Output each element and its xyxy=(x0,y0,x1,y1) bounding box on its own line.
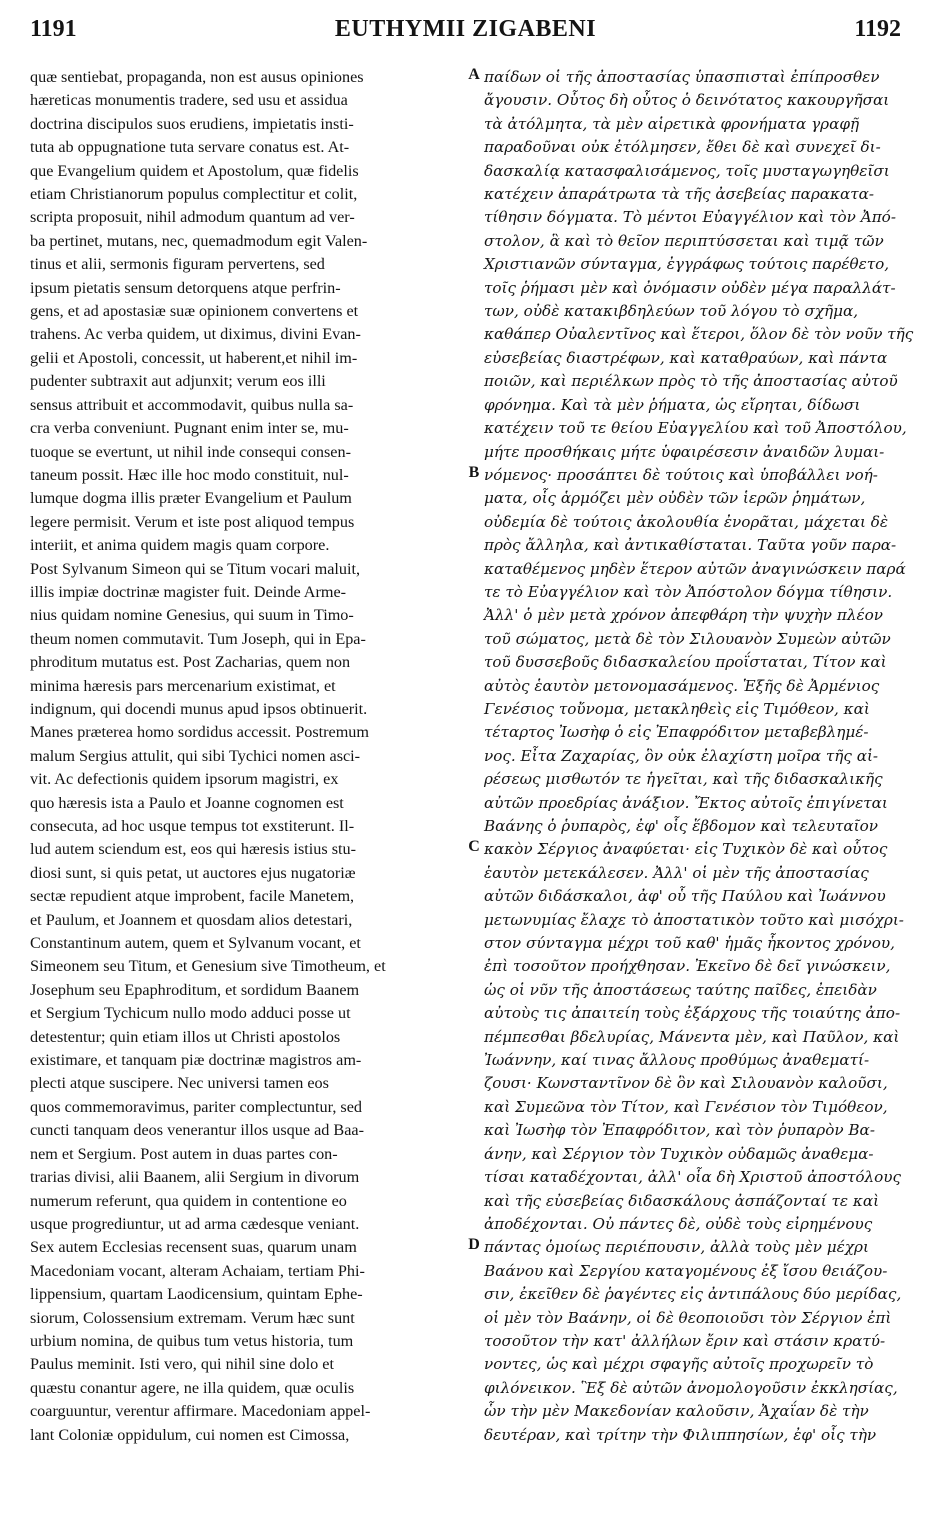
latin-text-line: gens, et ad apostasiæ suæ opinionem convertens et xyxy=(30,302,359,321)
latin-text-line: plecti atque suscipere. Nec universi tamen eos xyxy=(30,1074,329,1093)
latin-text-line: numerum referunt, qua quidem in contentione eo xyxy=(30,1191,347,1210)
latin-text-line: phroditum mutatus est. Post Zacharias, quem non xyxy=(30,653,351,672)
latin-text-line: coarguuntur, verentur affirmare. Macedoniam appel- xyxy=(30,1402,371,1421)
greek-text-line: αὐτῶν διδάσκαλοι, ἀφ' οὗ τῆς Παύλου καὶ Ἰωάννου xyxy=(484,887,886,906)
greek-text-line: τέταρτος Ἰωσὴφ ὁ εἰς Ἐπαφρόδιτον μεταβεβλημέ- xyxy=(484,723,869,742)
greek-text-line: τοῦ δυσσεβοῦς διδασκαλείου προΐσταται, Τίτον καὶ xyxy=(484,653,887,672)
latin-text-line: Sex autem Ecclesias recensent suas, quarum unam xyxy=(30,1238,357,1257)
latin-text-line: siorum, Colossensium extremam. Verum hæc sunt xyxy=(30,1308,355,1327)
latin-text-line: cuncti tanquam deos venerantur illos usque ad Baa- xyxy=(30,1121,364,1140)
latin-text-line: Macedoniam vocant, alteram Achaiam, tertiam Phi- xyxy=(30,1261,365,1280)
latin-text-line: nem et Sergium. Post autem in duas partes con- xyxy=(30,1144,338,1163)
greek-text-line: ἀποδέχονται. Οὐ πάντες δὲ, οὐδὲ τοὺς εἰρημένους xyxy=(484,1214,873,1233)
latin-text-line: tinus et alii, sermonis figuram pervertens, sed xyxy=(30,255,325,274)
latin-text-line: tuoque se evertunt, ut nihil inde consequi consen- xyxy=(30,442,351,461)
latin-text-line: interiit, et anima quidem magis quam corpore. xyxy=(30,536,330,555)
greek-text-line: αὐτὸς ἑαυτὸν μετονομασάμενος. Ἑξῆς δὲ Ἀρμένιος xyxy=(484,676,880,695)
latin-text-line: Post Sylvanum Simeon qui se Titum vocari maluit, xyxy=(30,559,361,578)
greek-text-line: Βαάνης ὁ ῥυπαρὸς, ἐφ' οἷς ἕβδομον καὶ τελευταῖον xyxy=(484,817,878,835)
latin-text-line: quo hæresis ista a Paulo et Joanne cognomen est xyxy=(30,793,344,812)
latin-text-line: cra verba conveniunt. Pugnant enim inter se, mu- xyxy=(30,419,349,438)
greek-text-line: ἑαυτὸν μετεκάλεσεν. Ἀλλ' οἱ μὲν τῆς ἀποστασίας xyxy=(484,863,869,882)
greek-text-line: οἱ μὲν τὸν Βαάνην, οἱ δὲ θεοποιοῦσι τὸν Σέργιον ἐπὶ xyxy=(484,1308,892,1327)
greek-text-line: των, οὐδὲ κατακιβδηλεύων τοῦ λόγου τὸ σχῆμα, xyxy=(484,302,859,321)
latin-text-line: lumque dogma illis præter Evangelium et Paulum xyxy=(30,489,352,508)
greek-text-line: τοσοῦτον τὴν κατ' ἀλλήλων ἔριν καὶ στάσιν κρατύ- xyxy=(484,1331,886,1350)
greek-text-line: σιν, ἐκεῖθεν δὲ ῥαγέντες εἰς ἀντιπάλους δύο μερίδας, xyxy=(484,1285,902,1304)
greek-text-line: νοντες, ὡς καὶ μέχρι σφαγῆς αὐτοῖς προχωρεῖν τὸ xyxy=(484,1355,874,1374)
greek-text-line: τίσαι καταδέχονται, ἀλλ' οἷα δὴ Χριστοῦ ἀποστόλους xyxy=(484,1168,902,1187)
latin-text-line: gelii et Apostoli, concessit, ut haberent,et nihil im- xyxy=(30,348,358,367)
greek-text-line: νος. Εἶτα Ζαχαρίας, ὃν οὐκ ἐλαχίστη μοῖρα τῆς αἱ- xyxy=(484,746,879,765)
latin-text-line: Manes præterea homo sordidus accessit. Postremum xyxy=(30,723,369,742)
greek-text-line: καὶ τῆς εὐσεβείας διδασκάλους ἀσπάζονταί τε καὶ xyxy=(484,1191,880,1210)
greek-text-line: άνην, καὶ Σέργιον τὸν Τυχικὸν οὐδαμῶς ἀναθεμα- xyxy=(484,1144,874,1163)
greek-text-line: μήτε προσθήκαις μήτε ὑφαιρέσεσιν ἀναιδῶν λυμαι- xyxy=(484,442,885,461)
greek-text-line: κατέχειν τοῦ τε θείου Εὐαγγελίου καὶ τοῦ Ἀποστόλου, xyxy=(484,419,907,438)
greek-text-line: Βαάνου καὶ Σεργίου καταγομένους ἐξ ἴσου θειάζου- xyxy=(484,1261,888,1280)
greek-text-line: καταθέμενος μηδὲν ἕτερον αὐτῶν ἀναγινώσκειν παρά xyxy=(484,559,906,578)
greek-text-line: μετωνυμίας ἔλαχε τὸ ἀποστατικὸν τοῦτο καὶ μισόχρι- xyxy=(484,910,904,929)
greek-text-line: Ἰωάννην, καί τινας ἄλλους προθύμως ἀναθεματί- xyxy=(484,1051,870,1070)
latin-text-line: pudenter subtraxit aut adjunxit; verum eos illi xyxy=(30,372,326,391)
section-marker: C xyxy=(468,838,480,856)
latin-text-line: taneum possit. Hæc ille hoc modo constituit, nul- xyxy=(30,465,349,484)
latin-text-line: lippensium, quartam Laodicensium, quintam Ephe- xyxy=(30,1285,363,1304)
latin-text-line: Josephum seu Epaphroditum, et sordidum Baanem xyxy=(30,980,360,999)
page-number-right: 1192 xyxy=(854,16,901,42)
latin-text-line: illis impiæ doctrinæ magister fuit. Deinde Arme- xyxy=(30,582,347,601)
greek-text-line: ὧν τὴν μὲν Μακεδονίαν καλοῦσιν, Ἀχαΐαν δὲ τὴν xyxy=(484,1402,869,1421)
latin-text-line: indignum, qui docendi munus apud ipsos obtinuerit. xyxy=(30,699,368,718)
greek-text-line: φιλόνεικον. Ἓξ δὲ αὐτῶν ἀνομολογοῦσιν ἐκκλησίας, xyxy=(484,1378,898,1397)
latin-text-line: minima hæresis pars mercenarium existimat, et xyxy=(30,676,336,695)
latin-text-line: Simeonem seu Titum, et Genesium sive Timotheum, et xyxy=(30,957,386,976)
latin-text-line: trahens. Ac verba quidem, ut diximus, divini Evan- xyxy=(30,325,361,344)
latin-text-line: existimare, et tanquam piæ doctrinæ magistros am- xyxy=(30,1051,362,1070)
greek-text-line: αὐτοὺς τις ἀπαιτείη τοὺς ἐξάρχους τῆς τοιαύτης ἀπο- xyxy=(484,1004,901,1023)
latin-text-line: nius quidam nomine Genesius, qui suum in Timo- xyxy=(30,606,354,625)
latin-text-line: legere permisit. Verum et iste post aliquod tempus xyxy=(30,512,355,531)
greek-text-line: πάντας ὁμοίως περιέπουσιν, ἀλλὰ τοὺς μὲν μέχρι xyxy=(484,1238,869,1257)
greek-text-line: φρόνημα. Καὶ τὰ μὲν ῥήματα, ὡς εἴρηται, δίδωσι xyxy=(484,395,861,414)
latin-text-line: sensus attribuit et accommodavit, quibus nulla sa- xyxy=(30,395,354,414)
latin-text-line: tuta ab oppugnatione tuta servare conatus est. At- xyxy=(30,138,350,157)
latin-text-line: Constantinum autem, quem et Sylvanum vocant, et xyxy=(30,934,361,953)
greek-text-line: δευτέραν, καὶ τρίτην τὴν Φιλιππησίων, ἐφ' οἷς τὴν xyxy=(484,1425,877,1444)
latin-text-line: ba pertinet, mutans, nec, quemadmodum egit Valen- xyxy=(30,231,368,250)
latin-text-line: quæstu conantur agere, ne illa quidem, quæ oculis xyxy=(30,1378,355,1397)
running-title: EUTHYMII ZIGABENI xyxy=(334,16,597,42)
greek-text-line: ἐπὶ τοσοῦτον προήχθησαν. Ἐκεῖνο δὲ δεῖ γινώσκειν, xyxy=(484,957,891,976)
greek-text-line: παίδων οἱ τῆς ἀποστασίας ὑπασπισταὶ ἐπίπροσθεν xyxy=(484,68,880,86)
greek-text-line: τοῖς ῥήμασι μὲν καὶ ὀνόμασιν οὐδὲν μέγα παραλλάτ- xyxy=(484,278,896,297)
greek-text-line: στολον, ἃ καὶ τὸ θεῖον περιπτύσσεται καὶ τιμᾷ τῶν xyxy=(484,231,884,250)
latin-text-line: Paulus meminit. Isti vero, qui nihil sine dolo et xyxy=(30,1355,334,1374)
greek-text-line: Χριστιανῶν σύνταγμα, ἐγγράφως τούτοις παρέθετο, xyxy=(484,255,890,274)
greek-text-line: ρέσεως μισθωτόν τε ἡγεῖται, καὶ τῆς διδασκαλικῆς xyxy=(484,770,883,789)
latin-text-line: consecuta, ad hoc usque tempus tot exstiterunt. Il- xyxy=(30,817,355,835)
latin-text-line: lant Coloniæ oppidulum, cui nomen est Cimossa, xyxy=(30,1425,350,1444)
greek-text-line: πρὸς ἄλληλα, καὶ ἀντικαθίσταται. Ταῦτα γοῦν παρα- xyxy=(484,536,897,555)
greek-text-line: Ἀλλ' ὁ μὲν μετὰ χρόνον ἀπεφθάρη τὴν ψυχὴν πλέον xyxy=(484,606,883,625)
greek-text-line: ποιῶν, καὶ περιέλκων πρὸς τὸ τῆς ἀποστασίας αὐτοῦ xyxy=(484,372,898,391)
greek-text-line: κατέχειν ἀπαράτρωτα τὰ τῆς ἀσεβείας παρακατα- xyxy=(484,185,875,204)
page-number-left: 1191 xyxy=(30,16,77,42)
greek-text-line: ἄγουσιν. Οὗτος δὴ οὗτος ὁ δεινότατος κακουργῆσαι xyxy=(484,91,890,110)
latin-text-line: detestentur; quin etiam illos ut Christi apostolos xyxy=(30,1027,341,1046)
latin-text-line: que Evangelium quidem et Apostolum, quæ fidelis xyxy=(30,161,359,180)
greek-text-line: τὰ ἀτόλμητα, τὰ μὲν αἱρετικὰ φρονήματα γραφῇ xyxy=(484,114,860,133)
greek-text-line: καὶ Ἰωσὴφ τὸν Ἐπαφρόδιτον, καὶ τὸν ῥυπαρὸν Βα- xyxy=(484,1121,875,1140)
latin-text-line: sectæ repudient atque improbent, facile Manetem, xyxy=(30,887,355,906)
latin-text-line: etiam Christianorum populus complectitur et colit, xyxy=(30,185,358,204)
greek-text-line: εὐσεβείας διαστρέφων, καὶ καταθραύων, καὶ πάντα xyxy=(484,348,888,367)
greek-text-line: οὐδεμία δὲ τούτοις ἀκολουθία ἐνορᾶται, μάχεται δὲ xyxy=(484,512,889,531)
greek-text-line: ματα, οἷς ἁρμόζει μὲν οὐδὲν τῶν ἱερῶν ῥημάτων, xyxy=(484,489,866,508)
latin-text-line: ipsum pietatis sensum detorquens atque perfrin- xyxy=(30,278,341,297)
latin-text-line: hæreticas monumentis tradere, sed usu et assidua xyxy=(30,91,348,110)
latin-text-line: usque progrediuntur, ut ad arma cædesque veniant. xyxy=(30,1214,360,1233)
latin-text-line: doctrina discipulos suos erudiens, impietatis insti- xyxy=(30,114,354,133)
latin-text-line: quæ sentiebat, propaganda, non est ausus opiniones xyxy=(30,68,364,86)
page-header xyxy=(30,16,901,50)
latin-text-line: malum Sergius attulit, qui sibi Tychici nomen asci- xyxy=(30,746,361,765)
greek-text-line: ὡς οἱ νῦν τῆς ἀποστάσεως ταύτης παῖδες, ἐπειδὰν xyxy=(484,980,877,999)
greek-column xyxy=(484,66,914,1447)
latin-text-line: theum nomen commutavit. Tum Joseph, qui in Epa- xyxy=(30,629,366,648)
section-marker: B xyxy=(468,463,480,481)
greek-text-line: πέμπεσθαι βδελυρίας, Μάνεντα μὲν, καὶ Παῦλον, καὶ xyxy=(484,1027,900,1046)
greek-text-line: στον σύνταγμα μέχρι τοῦ καθ' ἡμᾶς ἧκοντος χρόνου, xyxy=(484,934,895,953)
latin-text-line: diosi sunt, si quis petat, ut auctores ejus nugatoriæ xyxy=(30,863,356,882)
latin-text-line: quos commemoravimus, pariter complectuntur, sed xyxy=(30,1097,363,1116)
section-marker: A xyxy=(468,66,480,83)
greek-text-line: δασκαλίᾳ κατασφαλισάμενος, τοῖς μυσταγωγηθεῖσι xyxy=(484,161,890,180)
latin-text-line: lud autem sciendum est, eos qui hæresis istius stu- xyxy=(30,840,356,859)
latin-column xyxy=(30,66,462,1447)
greek-text-line: κακὸν Σέργιος ἀναφύεται· εἰς Τυχικὸν δὲ καὶ οὗτος xyxy=(484,840,888,859)
greek-text-line: τε τὸ Εὐαγγέλιον καὶ τὸν Ἀπόστολον δόγμα τίθησιν. xyxy=(484,582,893,601)
latin-text-line: vit. Ac defectionis quidem ipsorum magistri, ex xyxy=(30,770,339,789)
greek-text-line: Γενέσιος τοὔνομα, μετακληθεὶς εἰς Τιμόθεον, καὶ xyxy=(484,699,870,718)
latin-text-line: scripta proposuit, nihil admodum quantum ad ver- xyxy=(30,208,355,227)
greek-text-line: ζουσι· Κωνσταντῖνον δὲ ὃν καὶ Σιλουανὸν καλοῦσι, xyxy=(484,1074,888,1093)
greek-text-line: τοῦ σώματος, μετὰ δὲ τὸν Σιλουανὸν Συμεὼν αὐτῶν xyxy=(484,629,891,648)
latin-text-line: trarias divisi, alii Baanem, alii Sergium in divorum xyxy=(30,1168,360,1187)
latin-text-line: et Sergium Tychicum nullo modo adduci posse ut xyxy=(30,1004,351,1023)
greek-text-line: καὶ Συμεῶνα τὸν Τίτον, καὶ Γενέσιον τὸν Τιμόθεον, xyxy=(484,1097,888,1116)
greek-text-line: αὐτῶν προεδρίας ἀνάξιον. Ἔκτος αὐτοῖς ἐπιγίνεται xyxy=(484,793,888,812)
greek-text-line: καθάπερ Οὐαλεντῖνος καὶ ἕτεροι, ὅλον δὲ τὸν νοῦν τῆς xyxy=(484,325,914,344)
latin-text-line: urbium nomina, de quibus tum vetus historia, tum xyxy=(30,1331,354,1350)
section-marker: D xyxy=(468,1236,480,1253)
greek-text-line: τίθησιν δόγματα. Τὸ μέντοι Εὐαγγέλιον καὶ τὸν Ἀπό- xyxy=(484,208,896,227)
greek-text-line: παραδοῦναι οὐκ ἐτόλμησεν, ἔθει δὲ καὶ συνεχεῖ δι- xyxy=(484,138,881,157)
greek-text-line: νόμενος· προσάπτει δὲ τούτοις καὶ ὑποβάλλει νοή- xyxy=(484,465,878,484)
latin-text-line: et Paulum, et Joannem et quosdam alios detestari, xyxy=(30,910,353,929)
